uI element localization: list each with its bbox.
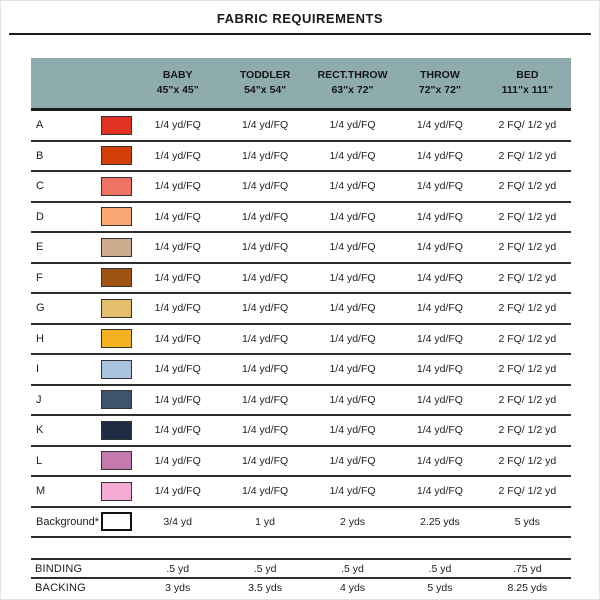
column-size: 72"x 72" <box>418 84 461 96</box>
fabric-rows-body <box>31 111 571 538</box>
requirement-value: 1/4 yd/FQ <box>329 119 376 132</box>
table-row <box>31 142 571 173</box>
fabric-color-swatch <box>101 116 132 135</box>
requirement-value: 2 FQ/ 1/2 yd <box>498 485 557 498</box>
requirement-value: 1/4 yd/FQ <box>242 363 289 376</box>
swatch-cell <box>101 421 134 440</box>
requirement-value: 1/4 yd/FQ <box>329 180 376 193</box>
fabric-color-swatch <box>101 238 132 257</box>
requirement-value: 4 yds <box>339 581 366 594</box>
requirement-value: 2 FQ/ 1/2 yd <box>498 271 557 284</box>
page-title: FABRIC REQUIREMENTS <box>216 11 384 26</box>
title-divider <box>9 33 591 35</box>
swatch-cell <box>101 390 134 409</box>
fabric-label: M <box>36 485 46 498</box>
requirement-value: 1/4 yd/FQ <box>154 271 201 284</box>
column-size: 45"x 45" <box>156 84 199 96</box>
requirement-value: 1/4 yd/FQ <box>329 210 376 223</box>
requirement-value: 1/4 yd/FQ <box>154 180 201 193</box>
column-name: THROW <box>420 68 460 81</box>
requirement-value: 2 FQ/ 1/2 yd <box>498 424 557 437</box>
fabric-label: D <box>36 210 44 223</box>
requirement-value: 1/4 yd/FQ <box>416 454 463 467</box>
fabric-color-swatch <box>101 299 132 318</box>
requirement-value: 2 FQ/ 1/2 yd <box>498 393 557 406</box>
column-name: BABY <box>162 68 193 81</box>
binding-backing-section <box>31 558 571 596</box>
requirement-value: 1/4 yd/FQ <box>154 210 201 223</box>
requirement-value: 1/4 yd/FQ <box>416 424 463 437</box>
requirement-value: 1/4 yd/FQ <box>242 393 289 406</box>
requirement-value: 2 FQ/ 1/2 yd <box>498 302 557 315</box>
swatch-cell <box>101 482 134 501</box>
requirement-value: 3 yds <box>165 581 191 594</box>
column-size: 54"x 54" <box>244 84 287 96</box>
fabric-color-swatch <box>101 390 132 409</box>
table-row <box>31 325 571 356</box>
requirement-value: 1/4 yd/FQ <box>154 302 201 315</box>
fabric-label: J <box>36 393 42 406</box>
section-gap <box>31 538 571 558</box>
column-header-rect-throw <box>309 68 396 98</box>
column-size: 111"x 111" <box>501 84 554 96</box>
requirement-value: 2 FQ/ 1/2 yd <box>498 332 557 345</box>
row-label: BACKING <box>35 581 86 594</box>
requirement-value: .5 yd <box>253 562 277 575</box>
requirement-value: 1/4 yd/FQ <box>329 149 376 162</box>
swatch-cell <box>101 116 134 135</box>
fabric-label: L <box>36 454 43 467</box>
fabric-label: F <box>36 271 43 284</box>
table-row <box>31 560 571 579</box>
requirement-value: 1/4 yd/FQ <box>329 241 376 254</box>
fabric-label: B <box>36 149 44 162</box>
requirement-value: 1/4 yd/FQ <box>242 424 289 437</box>
requirement-value: 1/4 yd/FQ <box>329 454 376 467</box>
table-row <box>31 355 571 386</box>
requirement-value: 1/4 yd/FQ <box>154 119 201 132</box>
requirement-value: 1/4 yd/FQ <box>416 149 463 162</box>
fabric-color-swatch <box>101 482 132 501</box>
requirement-value: 1/4 yd/FQ <box>329 485 376 498</box>
table-row <box>31 508 571 539</box>
requirement-value: 1/4 yd/FQ <box>416 180 463 193</box>
table-row <box>31 233 571 264</box>
row-label: BINDING <box>35 562 83 575</box>
requirement-value: 1/4 yd/FQ <box>242 119 289 132</box>
table-row <box>31 264 571 295</box>
fabric-color-swatch <box>101 360 132 379</box>
table-row <box>31 203 571 234</box>
requirement-value: .5 yd <box>428 562 452 575</box>
requirement-value: 1/4 yd/FQ <box>154 424 201 437</box>
table-row <box>31 416 571 447</box>
swatch-cell <box>101 360 134 379</box>
requirement-value: 1/4 yd/FQ <box>242 485 289 498</box>
requirement-value: 1/4 yd/FQ <box>242 210 289 223</box>
requirement-value: 1/4 yd/FQ <box>242 149 289 162</box>
fabric-label: K <box>36 424 44 437</box>
column-header-bed <box>484 68 571 98</box>
swatch-cell <box>101 268 134 287</box>
requirement-value: 1/4 yd/FQ <box>154 332 201 345</box>
requirement-value: 2.25 yds <box>420 515 460 528</box>
swatch-cell <box>101 329 134 348</box>
requirement-value: 1 yd <box>255 515 276 528</box>
requirement-value: 1/4 yd/FQ <box>416 485 463 498</box>
fabric-color-swatch <box>101 421 132 440</box>
requirement-value: 1/4 yd/FQ <box>416 271 463 284</box>
column-name: BED <box>516 68 539 81</box>
fabric-color-swatch <box>101 329 132 348</box>
fabric-color-swatch <box>101 512 132 531</box>
requirement-value: 1/4 yd/FQ <box>416 241 463 254</box>
requirement-value: 1/4 yd/FQ <box>154 363 201 376</box>
requirement-value: 1/4 yd/FQ <box>154 454 201 467</box>
fabric-label: G <box>36 302 45 315</box>
requirement-value: 1/4 yd/FQ <box>329 363 376 376</box>
requirement-value: 1/4 yd/FQ <box>154 393 201 406</box>
requirement-value: 2 FQ/ 1/2 yd <box>498 241 557 254</box>
swatch-cell <box>101 512 134 531</box>
table-header-row <box>31 58 571 111</box>
table-row <box>31 111 571 142</box>
column-name: TODDLER <box>239 68 291 81</box>
fabric-label: E <box>36 241 44 254</box>
requirement-value: 2 FQ/ 1/2 yd <box>498 149 557 162</box>
swatch-cell <box>101 451 134 470</box>
fabric-color-swatch <box>101 207 132 226</box>
table-row <box>31 477 571 508</box>
table-row <box>31 172 571 203</box>
requirement-value: 5 yds <box>514 515 540 528</box>
fabric-color-swatch <box>101 146 132 165</box>
fabric-requirements-table <box>31 58 571 596</box>
table-row <box>31 579 571 596</box>
requirement-value: .5 yd <box>341 562 364 575</box>
requirement-value: 1/4 yd/FQ <box>242 454 289 467</box>
requirement-value: 1/4 yd/FQ <box>154 241 201 254</box>
requirement-value: 1/4 yd/FQ <box>329 332 376 345</box>
fabric-color-swatch <box>101 268 132 287</box>
requirement-value: 1/4 yd/FQ <box>242 180 289 193</box>
swatch-cell <box>101 299 134 318</box>
swatch-cell <box>101 146 134 165</box>
fabric-label: C <box>36 180 44 193</box>
requirement-value: 2 FQ/ 1/2 yd <box>498 454 557 467</box>
requirement-value: 1/4 yd/FQ <box>242 302 289 315</box>
requirement-value: 2 yds <box>339 515 366 528</box>
swatch-cell <box>101 207 134 226</box>
requirement-value: 1/4 yd/FQ <box>416 393 463 406</box>
column-name: RECT.THROW <box>317 68 388 81</box>
requirement-value: 1/4 yd/FQ <box>242 241 289 254</box>
requirement-value: 1/4 yd/FQ <box>416 302 463 315</box>
requirement-value: 2 FQ/ 1/2 yd <box>498 210 557 223</box>
requirement-value: 1/4 yd/FQ <box>242 332 289 345</box>
requirement-value: 3/4 yd <box>163 515 192 528</box>
fabric-label: Background* <box>36 515 99 528</box>
requirement-value: 5 yds <box>427 581 453 594</box>
requirement-value: 1/4 yd/FQ <box>416 210 463 223</box>
fabric-label: H <box>36 332 44 345</box>
fabric-color-swatch <box>101 177 132 196</box>
requirement-value: 1/4 yd/FQ <box>329 302 376 315</box>
requirement-value: 8.25 yds <box>507 581 548 594</box>
requirement-value: 1/4 yd/FQ <box>329 424 376 437</box>
requirement-value: 1/4 yd/FQ <box>416 119 463 132</box>
swatch-cell <box>101 177 134 196</box>
column-header-baby <box>134 68 221 98</box>
requirement-value: 1/4 yd/FQ <box>416 332 463 345</box>
requirement-value: 3.5 yds <box>248 581 283 594</box>
requirement-value: 1/4 yd/FQ <box>154 485 201 498</box>
table-row <box>31 447 571 478</box>
requirement-value: 2 FQ/ 1/2 yd <box>498 363 557 376</box>
requirement-value: 1/4 yd/FQ <box>154 149 201 162</box>
swatch-cell <box>101 238 134 257</box>
column-header-toddler <box>221 68 308 98</box>
fabric-color-swatch <box>101 451 132 470</box>
requirement-value: 1/4 yd/FQ <box>416 363 463 376</box>
table-row <box>31 294 571 325</box>
table-row <box>31 386 571 417</box>
requirement-value: 1/4 yd/FQ <box>329 393 376 406</box>
requirement-value: .75 yd <box>513 562 542 575</box>
column-size: 63"x 72" <box>331 84 374 96</box>
requirement-value: 2 FQ/ 1/2 yd <box>498 180 557 193</box>
fabric-label: A <box>36 119 44 132</box>
column-header-throw <box>396 68 483 98</box>
requirement-value: 1/4 yd/FQ <box>329 271 376 284</box>
fabric-label: I <box>36 363 40 376</box>
requirement-value: 2 FQ/ 1/2 yd <box>498 119 557 132</box>
requirement-value: 1/4 yd/FQ <box>242 271 289 284</box>
requirement-value: .5 yd <box>166 562 190 575</box>
